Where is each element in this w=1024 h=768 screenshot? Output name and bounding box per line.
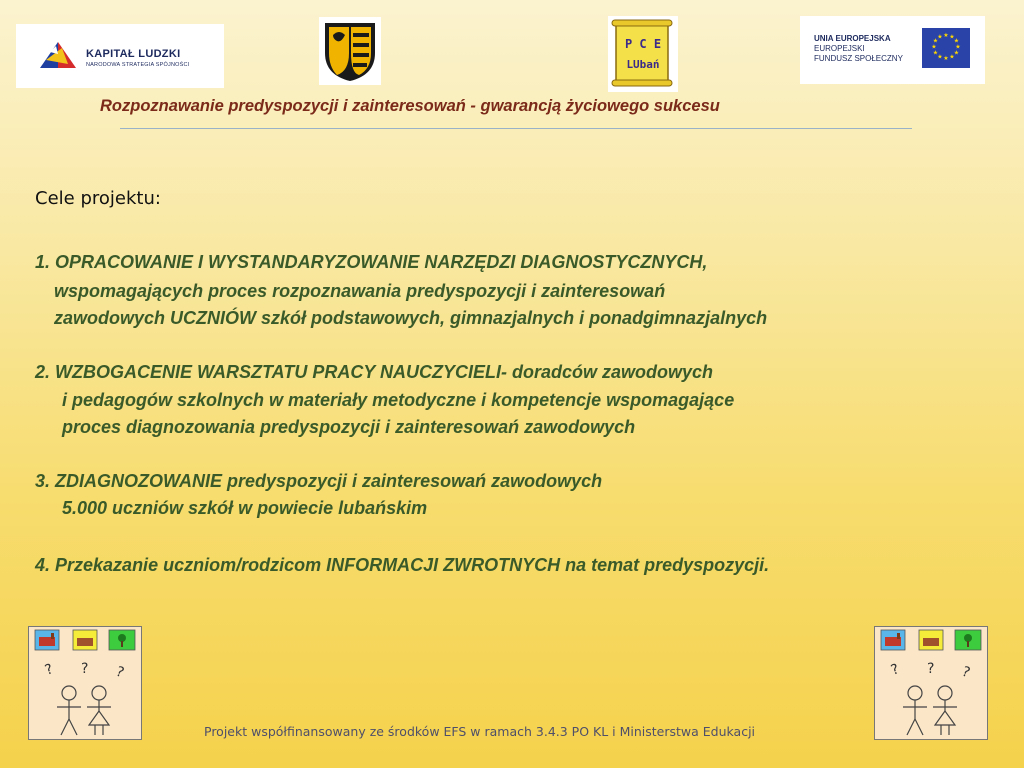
footer-text: Projekt współfinansowany ze środków EFS w ramach 3.4.3 PO KL i Ministerstwa Edukacji: [204, 724, 756, 739]
goal-2-line-2: i pedagogów szkolnych w materiały metodyczne i kompetencje wspomagające: [62, 390, 735, 410]
kapital-ludzki-title: KAPITAŁ LUDZKI: [86, 48, 181, 60]
pce-luban-logo: [608, 16, 678, 92]
svg-text:★: ★: [937, 33, 943, 41]
eu-efs-logo: [800, 16, 985, 84]
goal-2-line-3: proces diagnozowania predyspozycji i zainteresowań zawodowych: [62, 417, 636, 437]
goal-3-line-1: 3. ZDIAGNOZOWANIE predyspozycji i zainteresowań zawodowych: [35, 471, 603, 491]
career-choice-icon: [875, 627, 987, 739]
eu-stars-icon: [922, 28, 970, 68]
svg-text:★: ★: [949, 33, 955, 41]
kapital-ludzki-emblem-icon: [38, 38, 78, 74]
pce-town: LUbań: [626, 58, 660, 71]
kapital-ludzki-text: [86, 48, 189, 68]
crest-shield-icon: [319, 17, 381, 85]
svg-text:★: ★: [953, 37, 960, 45]
career-choice-icon: [29, 627, 141, 739]
svg-text:★: ★: [932, 49, 939, 57]
pce-letters: P C E: [624, 37, 662, 51]
career-choice-illustration-left: [28, 626, 142, 740]
kapital-ludzki-subtitle: NARODOWA STRATEGIA SPÓJNOŚCI: [86, 62, 190, 68]
header-divider: [120, 128, 912, 129]
goal-1-line-3: zawodowych UCZNIÓW szkół podstawowych, gimnazjalnych i ponadgimnazjalnych: [54, 308, 768, 328]
question-mark-1: ?: [42, 661, 56, 679]
goal-2-line-1: 2. WZBOGACENIE WARSZTATU PRACY NAUCZYCIELI- doradców zawodowych: [35, 362, 714, 382]
question-mark-1: ?: [888, 661, 902, 679]
question-mark-2: ?: [927, 661, 935, 677]
pce-scroll-icon: [608, 16, 678, 92]
powiat-crest-logo: [319, 17, 381, 85]
section-heading: Cele projektu:: [35, 188, 161, 209]
eu-line-1: UNIA EUROPEJSKA: [814, 34, 891, 43]
kapital-ludzki-logo: [16, 24, 224, 88]
goal-1-line-1: 1. OPRACOWANIE I WYSTANDARYZOWANIE NARZĘDZI DIAGNOSTYCZNYCH,: [35, 252, 708, 272]
question-mark-2: ?: [81, 661, 89, 677]
eu-line-2: EUROPEJSKI: [814, 44, 865, 53]
eu-flag-icon: [922, 28, 970, 68]
svg-text:★: ★: [955, 43, 961, 51]
svg-text:★: ★: [931, 43, 937, 51]
svg-text:★: ★: [953, 49, 960, 57]
goal-1-line-2: wspomagających proces rozpoznawania predyspozycji i zainteresowań: [54, 281, 666, 301]
page-title: Rozpoznawanie predyspozycji i zainteresowań - gwarancją życiowego sukcesu: [100, 97, 720, 115]
svg-text:★: ★: [937, 53, 943, 61]
goal-4-line-1: 4. Przekazanie uczniom/rodzicom INFORMACJI ZWROTNYCH na temat predyspozycji.: [35, 555, 770, 575]
goal-3-line-2: 5.000 uczniów szkół w powiecie lubańskim: [62, 498, 428, 518]
svg-text:★: ★: [943, 55, 949, 62]
career-choice-illustration-right: [874, 626, 988, 740]
question-mark-3: ?: [959, 663, 973, 682]
svg-text:★: ★: [932, 37, 939, 45]
svg-text:★: ★: [943, 32, 949, 39]
eu-text: [814, 34, 903, 64]
eu-line-3: FUNDUSZ SPOŁECZNY: [814, 54, 903, 63]
svg-text:★: ★: [949, 53, 955, 61]
question-mark-3: ?: [113, 663, 127, 682]
